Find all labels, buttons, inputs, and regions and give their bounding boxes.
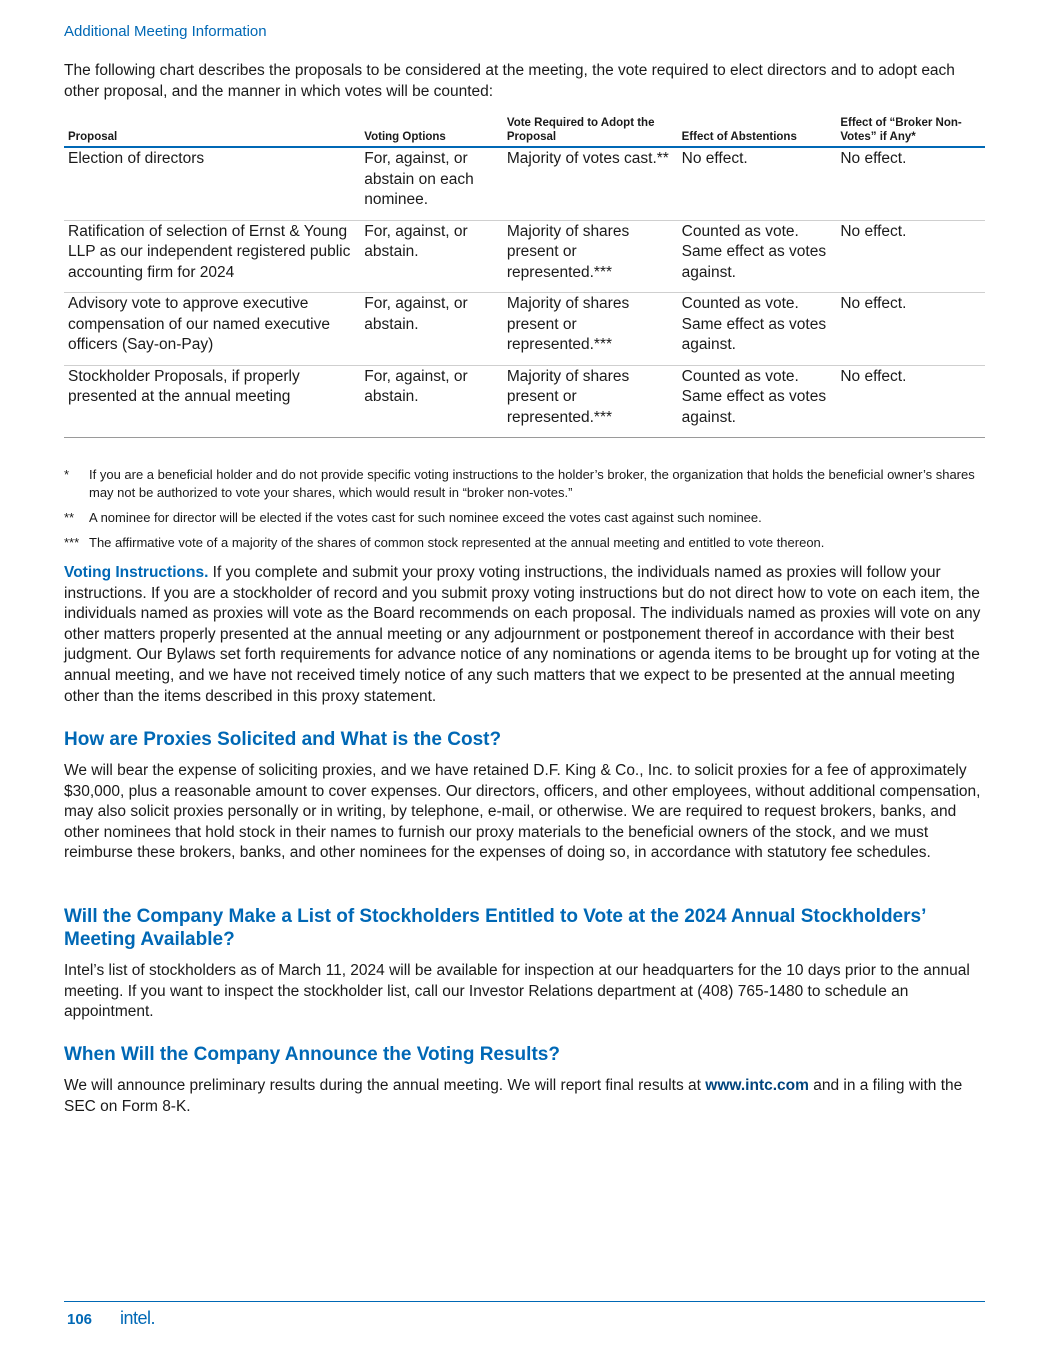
table-cell: No effect. <box>836 293 985 366</box>
table-cell: No effect. <box>836 365 985 438</box>
table-cell: For, against, or abstain. <box>360 220 503 293</box>
table-row <box>64 293 985 366</box>
footnotes <box>64 466 985 559</box>
table-row <box>64 147 985 220</box>
footnote-mark: *** <box>64 535 80 550</box>
table-cell: Majority of shares present or represented.*** <box>503 220 678 293</box>
section-label: Additional Meeting Information <box>64 23 267 40</box>
table-cell: Majority of shares present or represented.*** <box>503 365 678 438</box>
section-heading-voting-results: When Will the Company Announce the Voting Results? <box>64 1044 560 1065</box>
table-cell: No effect. <box>836 147 985 220</box>
header-effect-broker-non-votes: Effect of “Broker Non-Votes” if Any* <box>836 116 985 147</box>
table-cell: For, against, or abstain. <box>360 365 503 438</box>
footnote-text: If you are a beneficial holder and do not provide specific voting instructions to the holder’s broker, the organization that holds the beneficial owner’s shares may not be authorized to vote your shares, which would result in “broker non-votes.” <box>89 467 975 500</box>
footnote <box>64 534 985 552</box>
footer-divider <box>64 1301 985 1302</box>
table-cell: Advisory vote to approve executive compensation of our named executive officers (Say-on-Pay) <box>64 293 360 366</box>
footnote <box>64 509 985 527</box>
footnote-mark: ** <box>64 510 75 525</box>
table-header-row <box>64 116 985 147</box>
table-row <box>64 220 985 293</box>
page-number: 106 <box>67 1311 93 1328</box>
proposals-table <box>64 116 985 438</box>
intel-logo: intel. <box>120 1308 156 1328</box>
table-cell: For, against, or abstain. <box>360 293 503 366</box>
table-cell: Counted as vote. Same effect as votes against. <box>678 365 837 438</box>
header-proposal: Proposal <box>64 116 360 147</box>
section-body-proxies-cost: We will bear the expense of soliciting proxies, and we have retained D.F. King & Co., Inc. to solicit proxies for a fee of approximately $30,000, plus a reasonable amount to cover expenses. Our directors, officers, and other employees, without additional compensation, may also solicit proxies personally or in writing, by telephone, e-mail, or otherwise. We are required to request brokers, banks, and other nominees that hold stock in their names to furnish our proxy materials to the beneficial owners of the stock, and we must reimburse these brokers, banks, and other nominees for the expenses of doing so, in accordance with statutory fee schedules. <box>64 762 981 862</box>
footnote-text: The affirmative vote of a majority of the shares of common stock represented at the annual meeting and entitled to vote thereon. <box>89 535 825 550</box>
header-voting-options: Voting Options <box>360 116 503 147</box>
table-row <box>64 365 985 438</box>
voting-results-text-after: and in a filing with the SEC on Form 8-K. <box>64 1077 963 1115</box>
footnote-text: A nominee for director will be elected if the votes cast for such nominee exceed the votes cast against such nominee. <box>89 510 762 525</box>
voting-results-text-before: We will announce preliminary results during the annual meeting. We will report final results at <box>64 1077 706 1094</box>
header-effect-abstentions: Effect of Abstentions <box>678 116 837 147</box>
voting-instructions-lead: Voting Instructions. <box>64 564 209 581</box>
section-body-stockholder-list: Intel’s list of stockholders as of March 11, 2024 will be available for inspection at our headquarters for the 10 days prior to the annual meeting. If you want to inspect the stockholder list, call our Investor Relations department at (408) 765-1480 to schedule an appointment. <box>64 962 970 1021</box>
header-vote-required: Vote Required to Adopt the Proposal <box>503 116 678 147</box>
section-heading-proxies-cost: How are Proxies Solicited and What is the Cost? <box>64 729 502 750</box>
table-cell: Stockholder Proposals, if properly presented at the annual meeting <box>64 365 360 438</box>
footnote-mark: * <box>64 467 70 482</box>
section-body-voting-results <box>64 1076 985 1117</box>
table-cell: Ratification of selection of Ernst & Young LLP as our independent registered public accounting firm for 2024 <box>64 220 360 293</box>
table-cell: Majority of shares present or represented.*** <box>503 293 678 366</box>
footnote <box>64 466 985 502</box>
voting-instructions-paragraph <box>64 563 985 707</box>
table-cell: Counted as vote. Same effect as votes against. <box>678 293 837 366</box>
intc-website-link[interactable]: www.intc.com <box>705 1077 809 1094</box>
voting-instructions-text: If you complete and submit your proxy voting instructions, the individuals named as proxies will follow your instructions. If you are a stockholder of record and you submit proxy voting instructions but do not direct how to vote on each item, the individuals named as proxies will vote as the Board recommends on each proposal. The individuals named as proxies will vote on any other matters properly presented at the annual meeting or any adjournment or postponement thereof in accordance with their best judgment. Our Bylaws set forth requirements for advance notice of any nominations or agenda items to be brought up for voting at the annual meeting, and we have not received timely notice of any such matters that we expect to be presented at the annual meeting other than the items described in this proxy statement. <box>64 564 981 705</box>
table-cell: Election of directors <box>64 147 360 220</box>
table-cell: No effect. <box>836 220 985 293</box>
section-heading-stockholder-list: Will the Company Make a List of Stockholders Entitled to Vote at the 2024 Annual Stockholders’ Meeting Available? <box>64 906 926 950</box>
table-cell: For, against, or abstain on each nominee. <box>360 147 503 220</box>
table-cell: Counted as vote. Same effect as votes against. <box>678 220 837 293</box>
table-cell: Majority of votes cast.** <box>503 147 678 220</box>
table-cell: No effect. <box>678 147 837 220</box>
intro-paragraph: The following chart describes the proposals to be considered at the meeting, the vote required to elect directors and to adopt each other proposal, and the manner in which votes will be counted: <box>64 62 955 100</box>
